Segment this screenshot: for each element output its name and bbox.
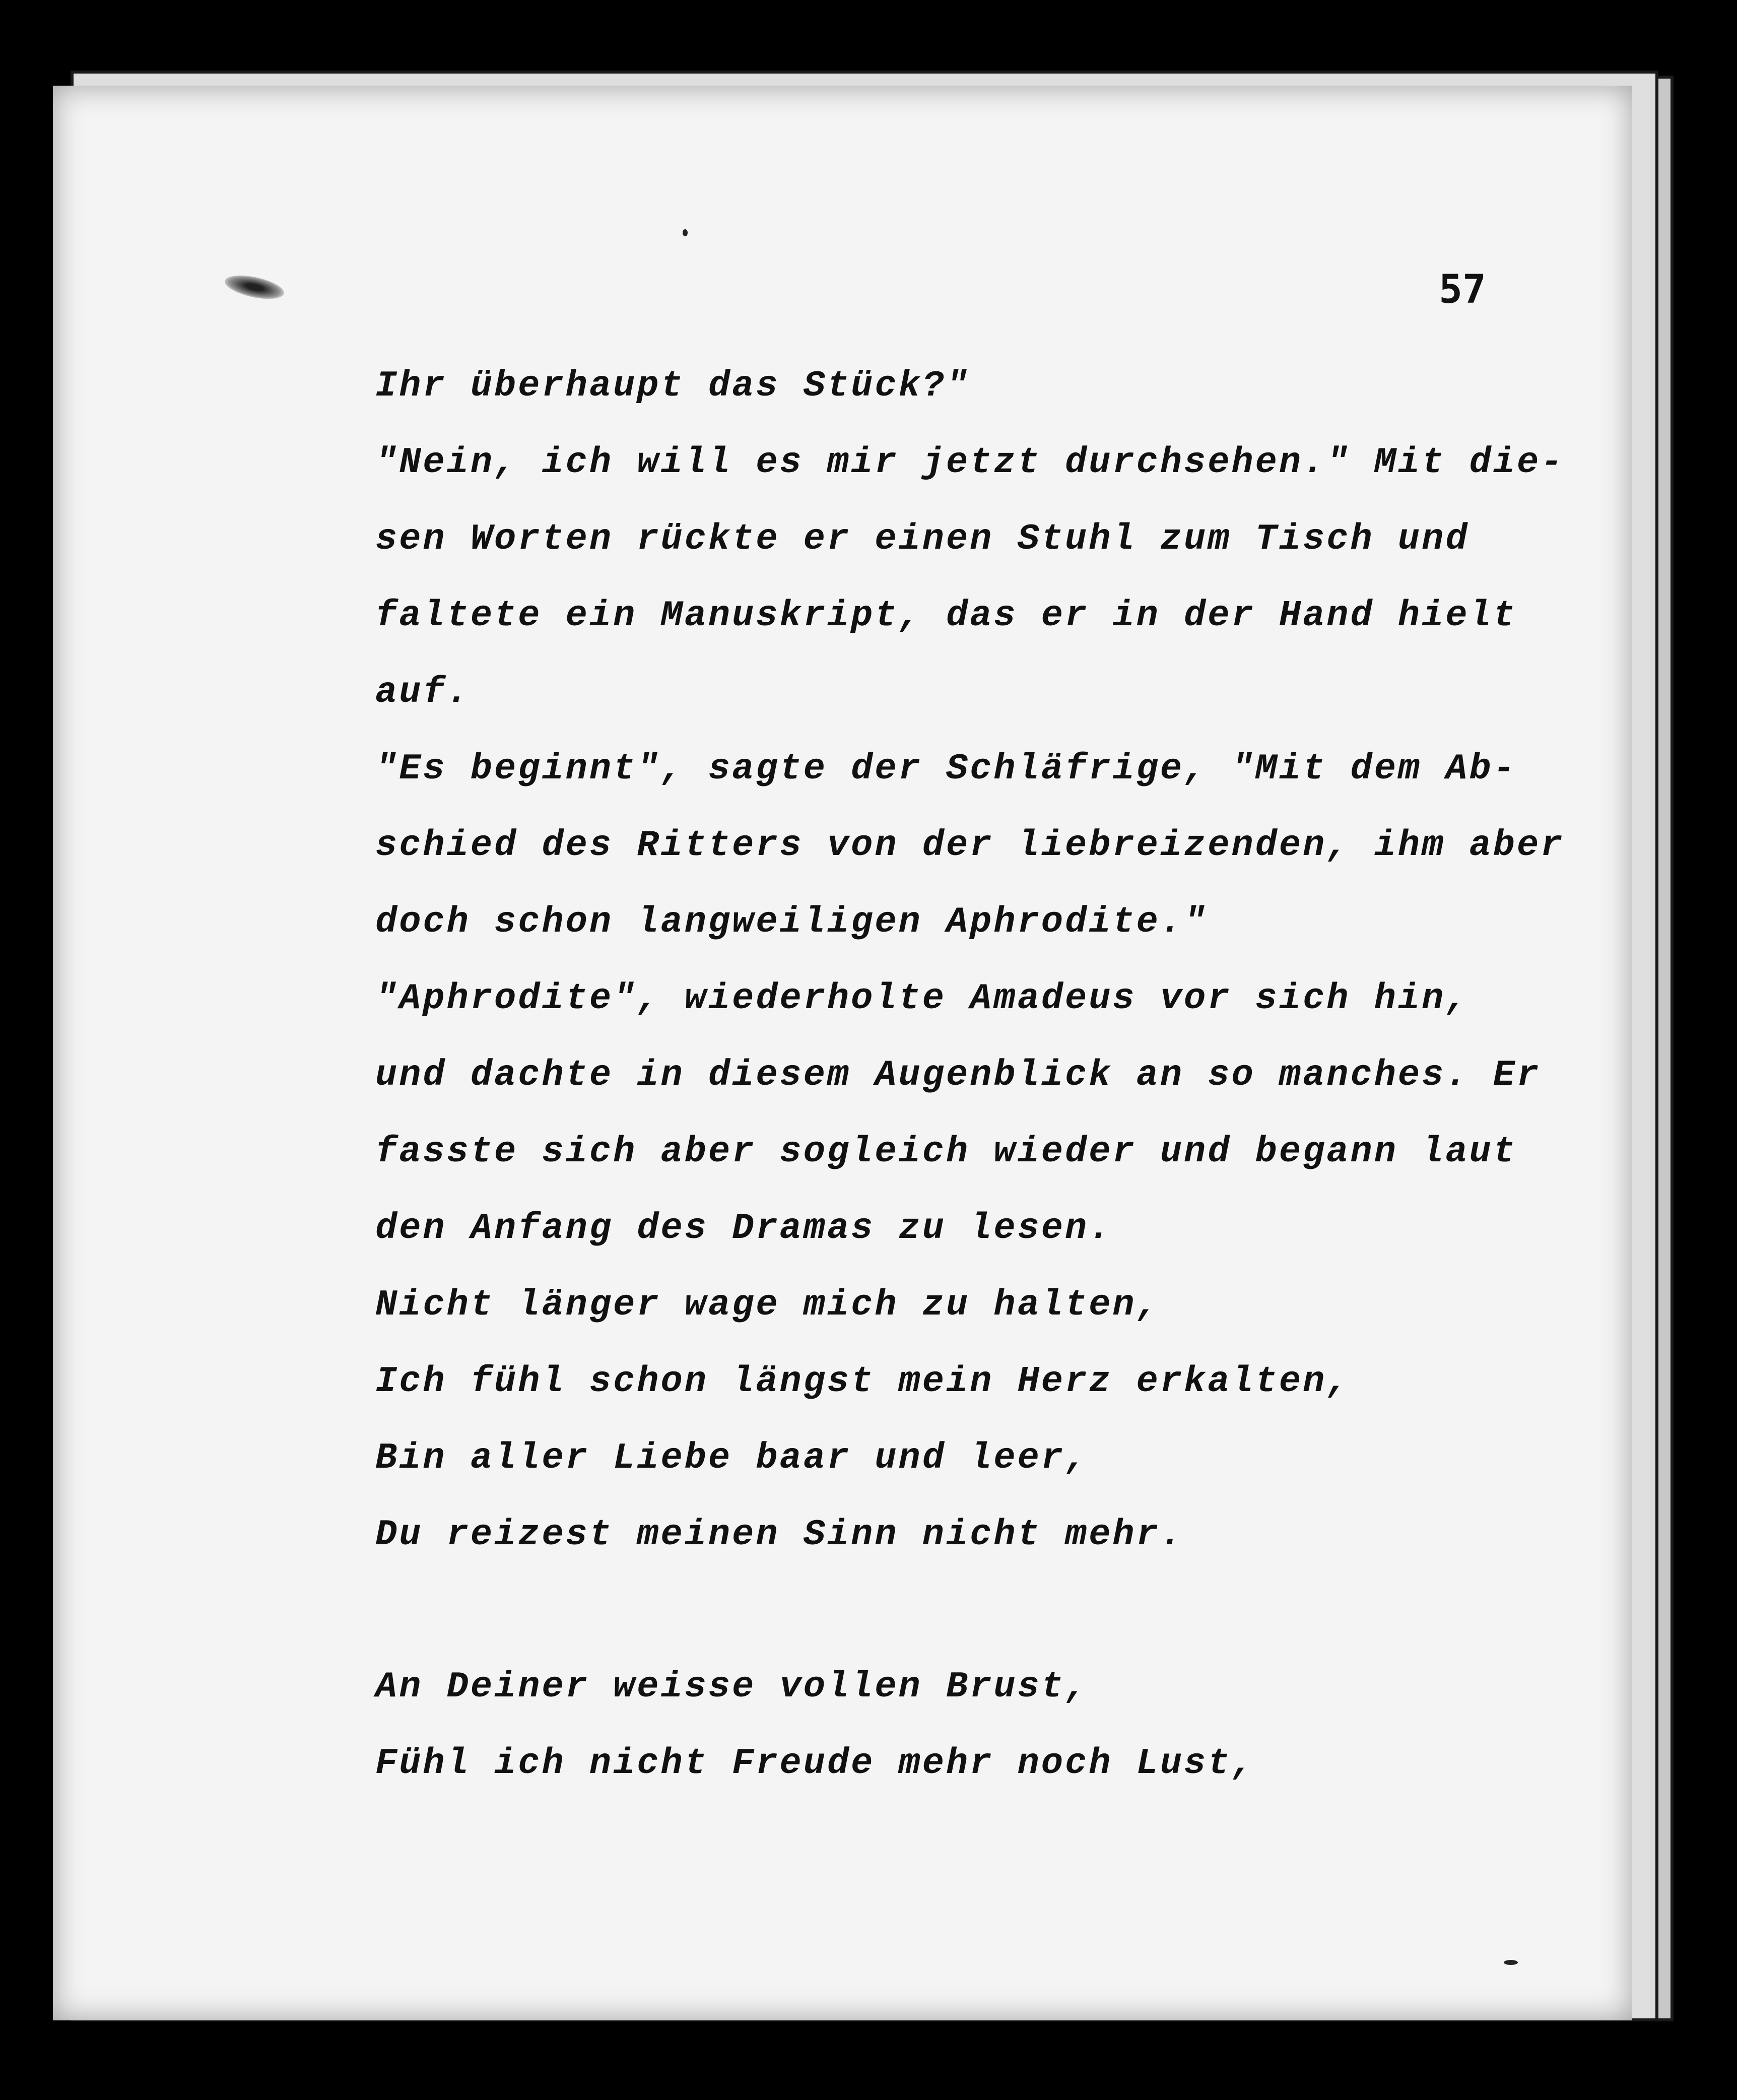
typescript-page <box>53 86 1632 2020</box>
page-number: 57 <box>1439 267 1486 312</box>
verse-line: An Deiner weisse vollen Brust, <box>375 1666 1089 1708</box>
text-line: doch schon langweiligen Aphrodite." <box>375 901 1208 943</box>
text-line: Ihr überhaupt das Stück?" <box>375 365 970 407</box>
text-line: sen Worten rückte er einen Stuhl zum Tisch und <box>375 518 1469 560</box>
ink-speck <box>683 229 688 236</box>
verse-line: Fühl ich nicht Freude mehr noch Lust, <box>375 1743 1255 1784</box>
text-line: den Anfang des Dramas zu lesen. <box>375 1208 1113 1249</box>
text-line: "Nein, ich will es mir jetzt durchsehen." Mit die- <box>375 442 1565 483</box>
verse-line: Nicht länger wage mich zu halten, <box>375 1284 1160 1326</box>
body-text <box>375 348 1610 1802</box>
stanza-gap <box>375 1573 1610 1649</box>
text-line: fasste sich aber sogleich wieder und begann laut <box>375 1131 1517 1172</box>
text-line: schied des Ritters von der liebreizenden, ihm aber <box>375 825 1565 866</box>
text-line: faltete ein Manuskript, das er in der Hand hielt <box>375 595 1517 636</box>
ink-smudge <box>223 271 286 303</box>
text-line: "Aphrodite", wiederholte Amadeus vor sich hin, <box>375 978 1469 1019</box>
verse-line: Ich fühl schon längst mein Herz erkalten, <box>375 1361 1351 1402</box>
text-line: auf. <box>375 672 471 713</box>
text-line: und dachte in diesem Augenblick an so manches. Er <box>375 1055 1541 1096</box>
text-line: "Es beginnt", sagte der Schläfrige, "Mit dem Ab- <box>375 748 1517 790</box>
ink-speck <box>1504 1960 1518 1965</box>
verse-line: Du reizest meinen Sinn nicht mehr. <box>375 1514 1184 1555</box>
verse-line: Bin aller Liebe baar und leer, <box>375 1437 1089 1479</box>
